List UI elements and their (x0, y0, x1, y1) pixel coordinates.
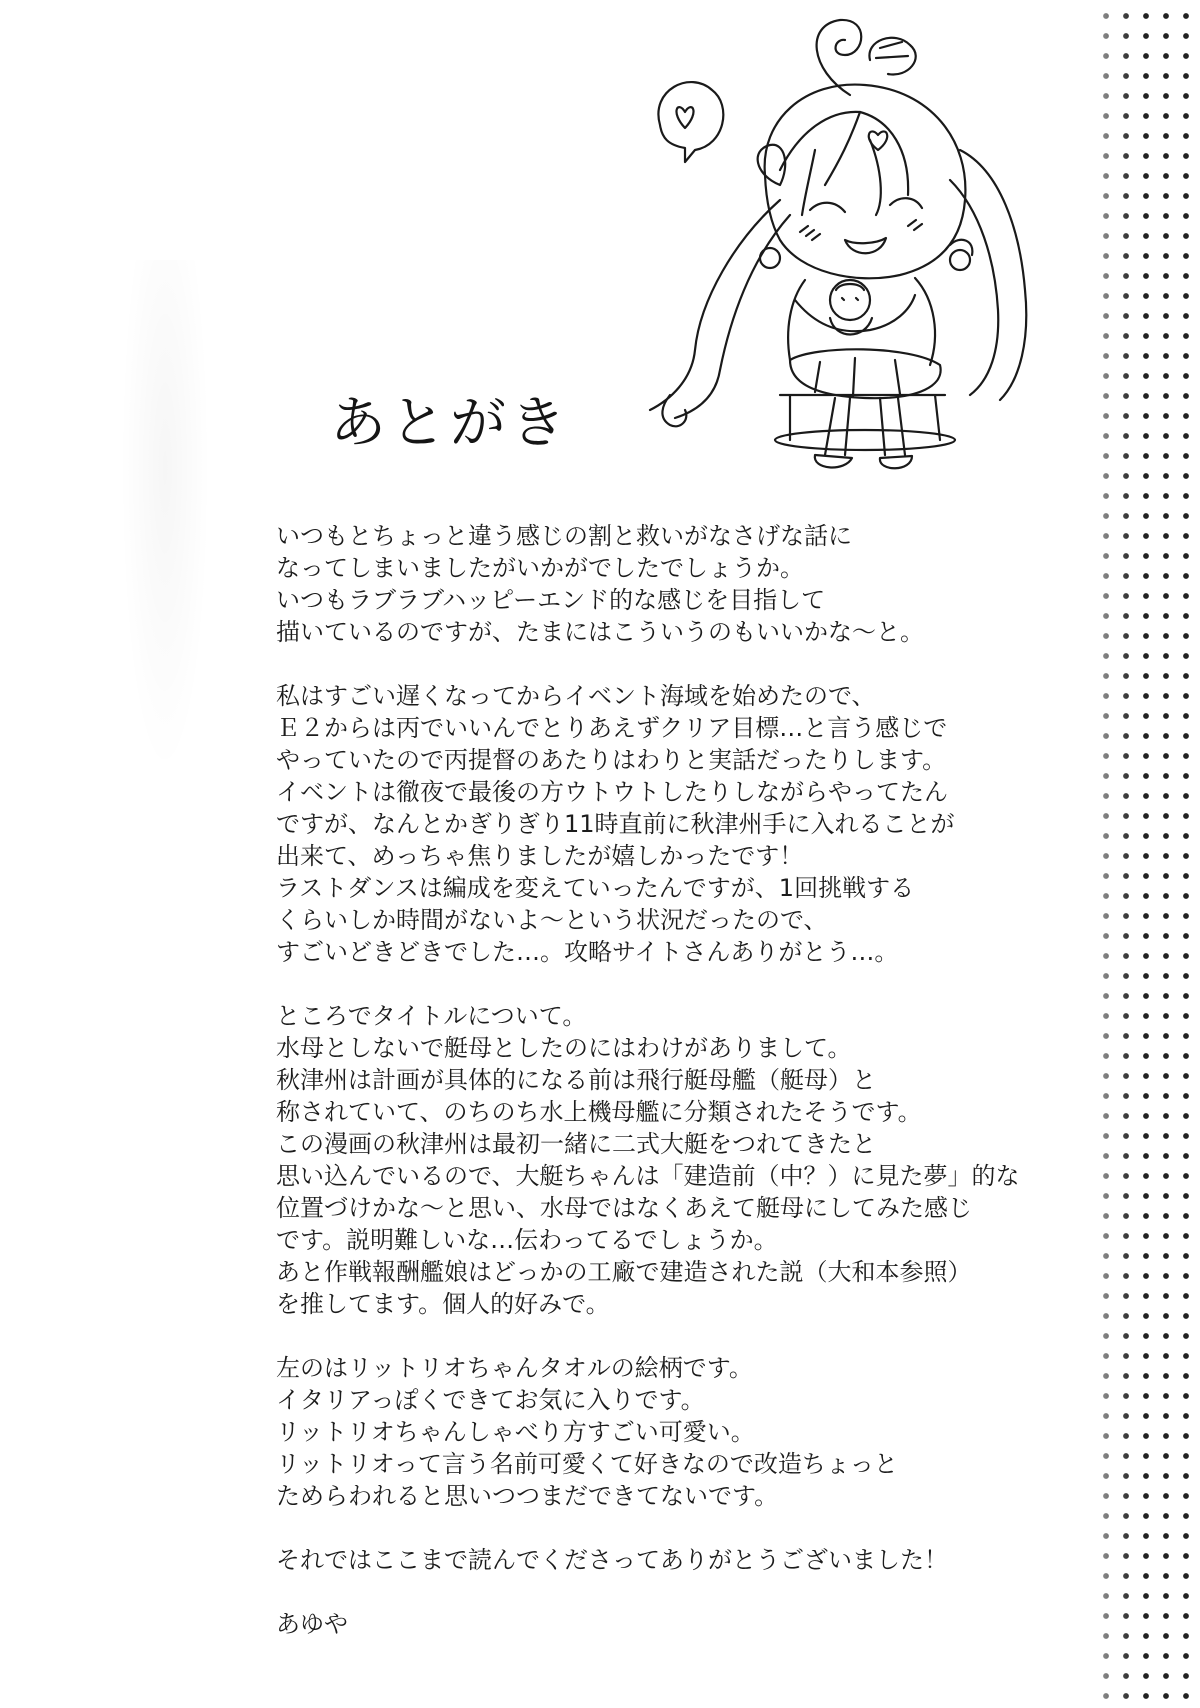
text-line: ですが、なんとかぎりぎり11時直前に秋津州手に入れることが (276, 810, 955, 838)
text-line: 出来て、めっちゃ焦りましたが嬉しかったです！ (276, 842, 804, 870)
text-line: 称されていて、のちのち水上機母艦に分類されたそうです。 (276, 1098, 922, 1126)
text-line: イベントは徹夜で最後の方ウトウトしたりしながらやってたん (276, 778, 948, 806)
halftone-dot-border (1090, 0, 1200, 1708)
text-line: ところでタイトルについて。 (276, 1002, 587, 1030)
author-signature (276, 1608, 1076, 1640)
afterword-body (276, 520, 1076, 1672)
text-line: 描いているのですが、たまにはこういうのもいいかな〜と。 (276, 618, 924, 646)
text-line: それではここまで読んでくださってありがとうございました！ (276, 1546, 948, 1574)
author-name: あゆや (276, 1610, 348, 1638)
text-line: すごいどきどきでした…。攻略サイトさんありがとう…。 (276, 938, 899, 966)
text-line: あと作戦報酬艦娘はどっかの工廠で建造された説（大和本参照） (276, 1258, 972, 1286)
text-line: を推してます。個人的好みで。 (276, 1290, 610, 1318)
afterword-title: あとがき (330, 391, 570, 456)
text-line: くらいしか時間がないよ〜という状況だったので、 (276, 906, 828, 934)
text-line: この漫画の秋津州は最初一緒に二式大艇をつれてきたと (276, 1130, 876, 1158)
text-line: ラストダンスは編成を変えていったんですが、1回挑戦する (276, 874, 915, 902)
text-line: リットリオちゃんしゃべり方すごい可愛い。 (276, 1418, 755, 1446)
text-line: Ｅ２からは丙でいいんでとりあえずクリア目標…と言う感じで (276, 714, 948, 742)
paragraph-thanks (276, 1544, 1076, 1576)
text-line: いつもラブラブハッピーエンド的な感じを目指して (276, 586, 826, 614)
paragraph-intro (276, 520, 1076, 648)
text-line: 水母としないで艇母としたのにはわけがありまして。 (276, 1034, 852, 1062)
text-line: やっていたので丙提督のあたりはわりと実話だったりします。 (276, 746, 947, 774)
text-line: リットリオって言う名前可愛くて好きなので改造ちょっと (276, 1450, 898, 1478)
text-line: 位置づけかな〜と思い、水母ではなくあえて艇母にしてみた感じ (276, 1194, 972, 1222)
text-line: 秋津州は計画が具体的になる前は飛行艇母艦（艇母）と (276, 1066, 876, 1094)
paragraph-title-note (276, 1000, 1076, 1320)
text-line: なってしまいましたがいかがでしたでしょうか。 (276, 554, 804, 582)
text-line: ためらわれると思いつつまだできてないです。 (276, 1482, 779, 1510)
text-line: 左のはリットリオちゃんタオルの絵柄です。 (276, 1354, 753, 1382)
faint-bleed-through (120, 260, 210, 780)
text-line: 私はすごい遅くなってからイベント海域を始めたので、 (276, 682, 876, 710)
text-line: いつもとちょっと違う感じの割と救いがなさげな話に (276, 522, 852, 550)
text-line: です。説明難しいな…伝わってるでしょうか。 (276, 1226, 778, 1254)
paragraph-towel (276, 1352, 1076, 1512)
chibi-girl-sketch (640, 0, 1100, 500)
text-line: 思い込んでいるので、大艇ちゃんは「建造前（中？）に見た夢」的な (276, 1162, 1020, 1190)
text-line: イタリアっぽくできてお気に入りです。 (276, 1386, 705, 1414)
paragraph-event (276, 680, 1076, 968)
